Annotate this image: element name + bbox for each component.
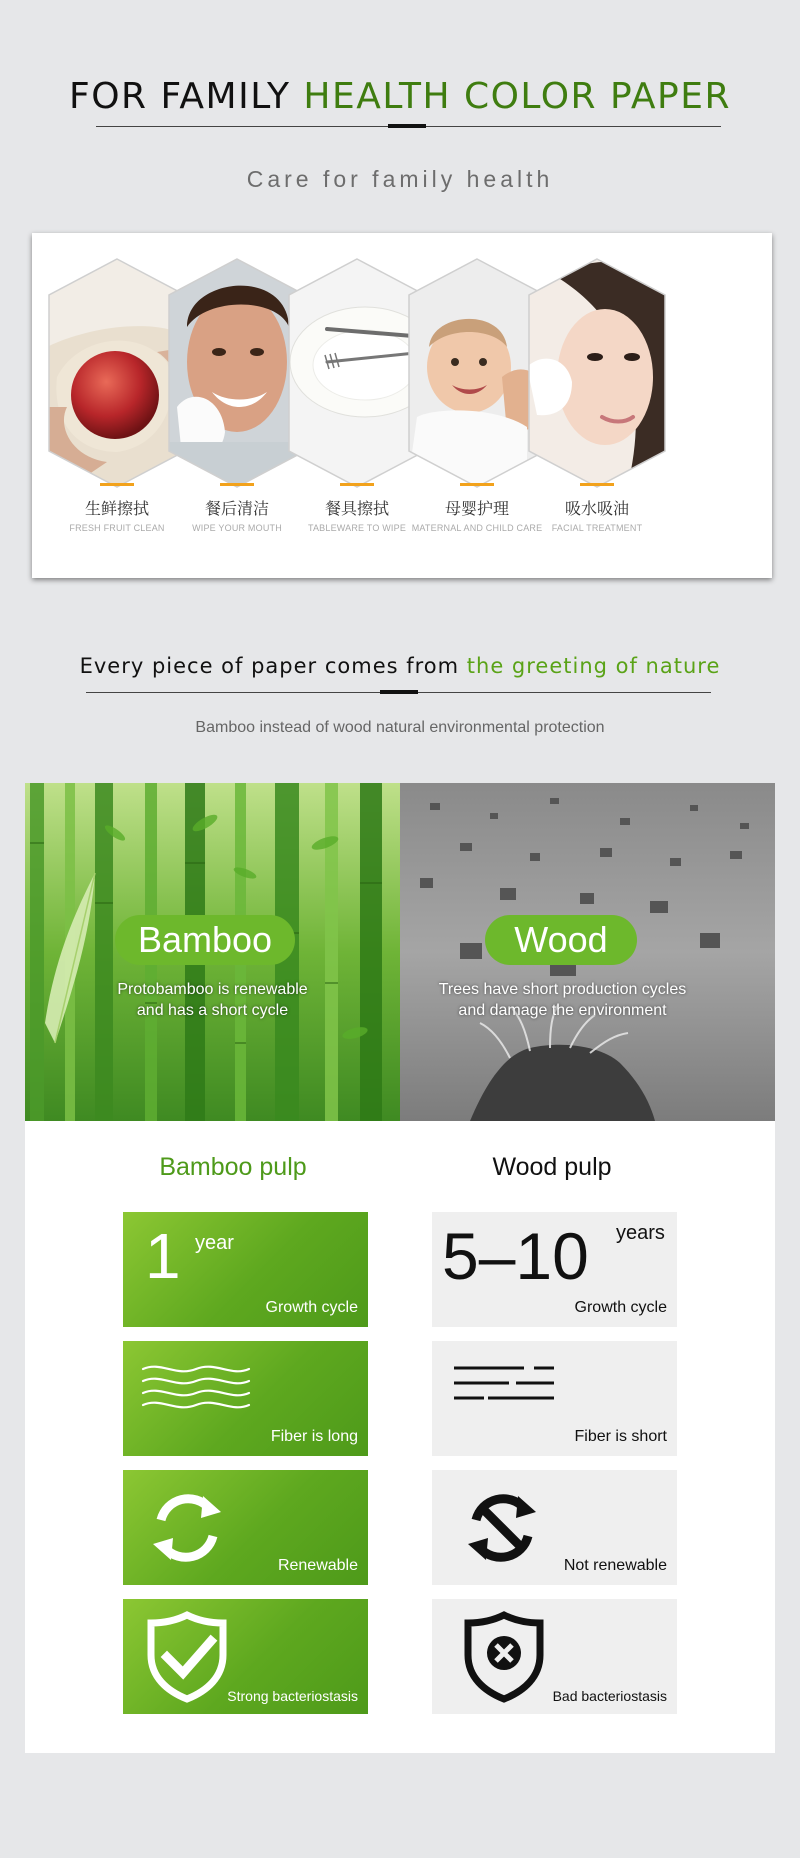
short-fiber-icon (454, 1365, 554, 1401)
use-label-en: FRESH FRUIT CLEAN (69, 523, 165, 533)
comparison-panel (25, 783, 775, 1753)
wood-fiber-box (432, 1341, 677, 1456)
orange-bar (100, 483, 134, 486)
orange-bar (220, 483, 254, 486)
title-plain: FOR FAMILY (68, 76, 304, 117)
bamboo-bacteria-label: Strong bacteriostasis (227, 1688, 358, 1704)
bamboo-desc-line1: Protobamboo is renewable (117, 981, 308, 998)
uses-card (32, 233, 772, 578)
wood-pill: Wood (485, 915, 637, 965)
wood-bacteria-box (432, 1599, 677, 1714)
shield-check-icon (145, 1611, 229, 1703)
use-label-zh: 餐后清洁 (204, 499, 269, 518)
nature-title-accent: the greeting of nature (466, 654, 721, 678)
nature-title-plain: Every piece of paper comes from (79, 654, 467, 678)
shield-x-icon (462, 1611, 546, 1703)
mouth-photo (167, 257, 307, 489)
use-label-zh: 母婴护理 (444, 499, 509, 518)
use-item-face (522, 483, 672, 533)
bamboo-growth-label: Growth cycle (265, 1299, 358, 1316)
use-label-en: MATERNAL AND CHILD CARE (411, 523, 543, 533)
page-title (0, 76, 800, 117)
bamboo-bacteria-box (123, 1599, 368, 1714)
bamboo-pulp-heading: Bamboo pulp (159, 1153, 307, 1181)
wood-bacteria-label: Bad bacteriostasis (552, 1688, 667, 1704)
fruit-photo (47, 257, 187, 489)
wood-growth-box (432, 1212, 677, 1327)
bamboo-growth-box (123, 1212, 368, 1327)
wood-fiber-label: Fiber is short (574, 1428, 667, 1445)
bamboo-growth-number: 1 (145, 1220, 181, 1292)
wood-growth-number: 5–10 (442, 1219, 589, 1293)
title-accent: HEALTH COLOR PAPER (303, 76, 731, 117)
wood-pulp-heading: Wood pulp (492, 1153, 612, 1181)
recycle-icon (145, 1486, 229, 1570)
no-recycle-icon (460, 1486, 544, 1570)
use-label-en: WIPE YOUR MOUTH (192, 523, 282, 533)
wood-desc-line2: and damage the environment (458, 1002, 667, 1019)
bamboo-pill: Bamboo (115, 915, 295, 965)
title-tick (388, 124, 426, 128)
nature-title (0, 654, 800, 678)
tableware-photo (287, 257, 427, 489)
long-fiber-icon (141, 1361, 251, 1411)
bamboo-desc (25, 979, 400, 1021)
orange-bar (580, 483, 614, 486)
orange-bar (340, 483, 374, 486)
face-photo (527, 257, 667, 489)
use-label-en: FACIAL TREATMENT (551, 523, 643, 533)
bamboo-renew-box (123, 1470, 368, 1585)
bamboo-fiber-box (123, 1341, 368, 1456)
page-subtitle: Care for family health (246, 166, 554, 192)
use-label-zh: 餐具擦拭 (324, 499, 389, 518)
bamboo-photo (25, 783, 400, 1121)
wood-desc (400, 979, 725, 1021)
wood-renew-label: Not renewable (563, 1557, 667, 1574)
bamboo-growth-unit: year (195, 1232, 234, 1254)
nature-subtitle: Bamboo instead of wood natural environmental protection (195, 719, 605, 736)
bamboo-desc-line2: and has a short cycle (136, 1002, 289, 1019)
wood-desc-line1: Trees have short production cycles (438, 981, 687, 998)
baby-photo (407, 257, 547, 489)
wood-growth-unit: years (616, 1222, 665, 1244)
orange-bar (460, 483, 494, 486)
wood-growth-label: Growth cycle (574, 1299, 667, 1316)
nature-tick (380, 690, 418, 694)
use-label-zh: 吸水吸油 (564, 499, 629, 518)
stumps-photo (400, 783, 775, 1121)
wood-renew-box (432, 1470, 677, 1585)
use-label-en: TABLEWARE TO WIPE (307, 523, 407, 533)
use-label-zh: 生鲜擦拭 (84, 499, 149, 518)
bamboo-renew-label: Renewable (277, 1557, 358, 1574)
bamboo-fiber-label: Fiber is long (270, 1428, 358, 1445)
